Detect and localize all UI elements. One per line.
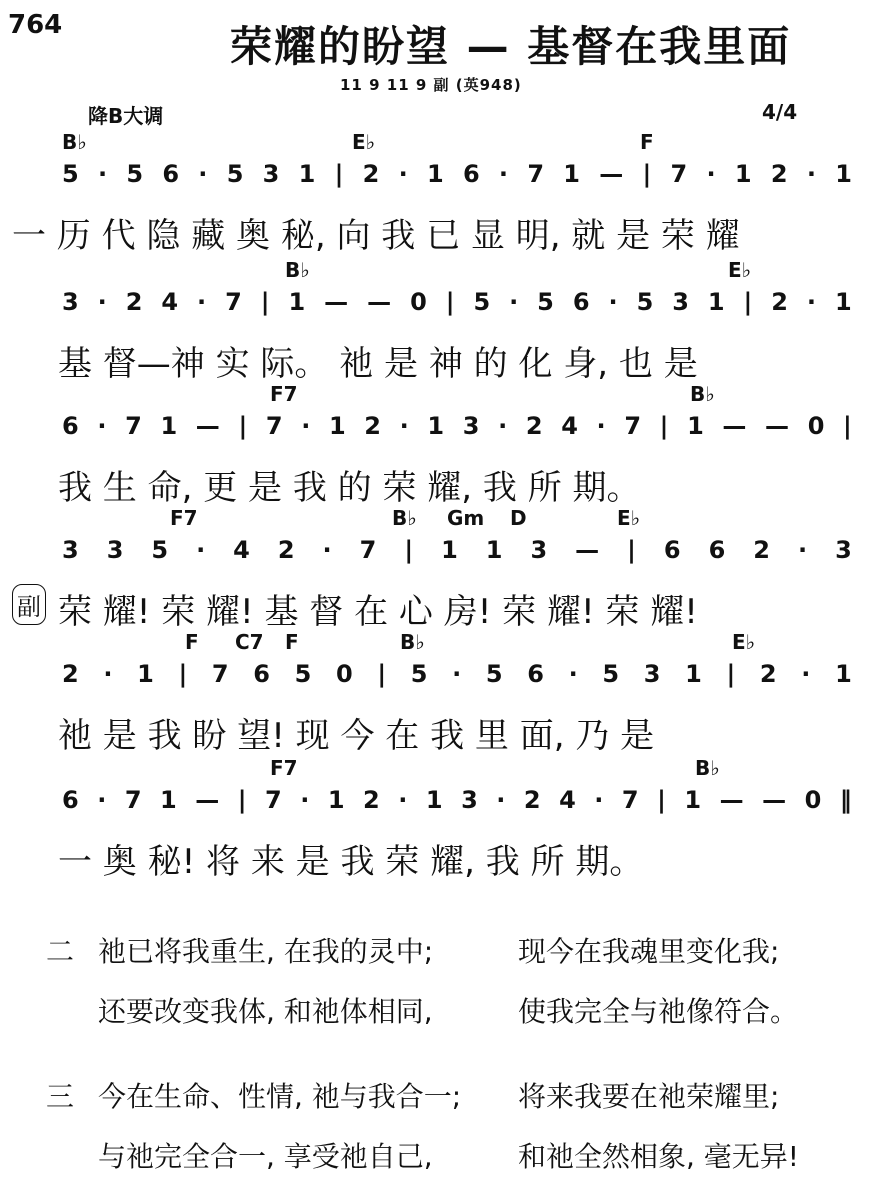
note: 5 [151, 536, 169, 564]
note: · [198, 160, 208, 188]
note: 2 [770, 160, 788, 188]
chord-symbol: F7 [270, 382, 298, 406]
barline: | [657, 786, 666, 814]
note: — [367, 288, 392, 316]
note: 5 [602, 660, 620, 688]
note: 4 [161, 288, 179, 316]
note: 7 [670, 160, 688, 188]
barline: ‖ [839, 786, 852, 814]
notation-line [62, 536, 852, 564]
lyric-line: 一 奥 秘! 将 来 是 我 荣 耀, 我 所 期。 [58, 842, 644, 882]
chord-symbol: B♭ [62, 130, 87, 154]
note: 5 [62, 160, 79, 188]
note: 1 [426, 160, 444, 188]
note: 5 [537, 288, 554, 316]
note: · [797, 536, 808, 564]
note: 5 [126, 160, 144, 188]
chord-symbol: F7 [170, 506, 198, 530]
note: 3 [462, 412, 480, 440]
note: 3 [262, 160, 280, 188]
lyric-line: 基 督—神 实 际。 祂 是 神 的 化 身, 也 是 [58, 344, 698, 384]
lyric-line: 荣 耀! 荣 耀! 基 督 在 心 房! 荣 耀! 荣 耀! [58, 592, 698, 632]
hymn-meter: 11 9 11 9 副 (英948) [340, 76, 522, 94]
note: 1 [427, 412, 445, 440]
hymn-title: 荣耀的盼望 — 基督在我里面 [230, 22, 792, 71]
note: — [575, 536, 600, 564]
note: 2 [525, 412, 543, 440]
note: — [324, 288, 349, 316]
note: 4 [559, 786, 576, 814]
note: · [806, 160, 816, 188]
note: · [398, 786, 408, 814]
chord-symbol: F [640, 130, 654, 154]
note: · [197, 288, 207, 316]
verse-line-right: 将来我要在祂荣耀里; [518, 1080, 780, 1113]
refrain-marker: 副 [12, 584, 46, 625]
note: 2 [523, 786, 541, 814]
note: · [608, 288, 618, 316]
verse-line-left: 祂已将我重生, 在我的灵中; [98, 935, 434, 968]
barline: | [334, 160, 344, 188]
chord-symbol: C7 [235, 630, 264, 654]
time-signature: 4/4 [762, 100, 798, 124]
note: 6 [708, 536, 726, 564]
verse-line-left: 还要改变我体, 和祂体相同, [98, 995, 433, 1028]
lyric-line: 一 历 代 隐 藏 奥 秘, 向 我 已 显 明, 就 是 荣 耀 [12, 216, 740, 256]
note: 3 [643, 660, 661, 688]
note: 7 [265, 786, 282, 814]
note: 1 [684, 786, 702, 814]
note: 7 [125, 412, 142, 440]
note: · [498, 412, 508, 440]
notation-line [62, 786, 852, 814]
note: 2 [771, 288, 788, 316]
note: 1 [298, 160, 316, 188]
note: 7 [359, 536, 377, 564]
note: · [301, 412, 311, 440]
lyric-line: 我 生 命, 更 是 我 的 荣 耀, 我 所 期。 [58, 468, 641, 508]
note: 3 [461, 786, 478, 814]
note: · [97, 412, 107, 440]
note: 4 [561, 412, 578, 440]
barline: | [238, 412, 248, 440]
note: · [498, 160, 509, 188]
barline: | [659, 412, 669, 440]
barline: | [178, 660, 188, 688]
chord-symbol: Gm [447, 506, 485, 530]
note: 1 [687, 412, 704, 440]
verse-line-right: 使我完全与祂像符合。 [518, 995, 799, 1028]
note: 7 [265, 412, 283, 440]
chord-symbol: B♭ [392, 506, 417, 530]
note: — [719, 786, 744, 814]
chord-symbol: F [185, 630, 199, 654]
note: 7 [211, 660, 229, 688]
note: · [509, 288, 519, 316]
note: 1 [707, 288, 725, 316]
note: · [496, 786, 506, 814]
chord-symbol: E♭ [732, 630, 756, 654]
barline: | [260, 288, 270, 316]
chord-symbol: B♭ [285, 258, 310, 282]
note: 6 [462, 160, 480, 188]
chord-symbol: F7 [270, 756, 298, 780]
barline: | [642, 160, 652, 188]
verse-number: 二 [46, 935, 75, 968]
barline: | [237, 786, 247, 814]
note: 0 [804, 786, 822, 814]
note: 3 [62, 288, 79, 316]
note: · [399, 412, 409, 440]
note: 1 [425, 786, 443, 814]
note: · [300, 786, 310, 814]
note: · [706, 160, 716, 188]
note: 3 [530, 536, 548, 564]
notation-line [62, 160, 852, 188]
barline: | [726, 660, 736, 688]
note: 5 [485, 660, 503, 688]
note: 7 [621, 786, 639, 814]
note: — [722, 412, 747, 440]
barline: | [843, 412, 852, 440]
note: 3 [62, 536, 79, 564]
note: — [599, 160, 624, 188]
note: · [196, 536, 206, 564]
note: · [806, 288, 817, 316]
note: 2 [362, 160, 380, 188]
note: 0 [807, 412, 825, 440]
chord-symbol: E♭ [352, 130, 376, 154]
note: 5 [473, 288, 491, 316]
note: 1 [328, 412, 346, 440]
note: 1 [834, 288, 852, 316]
note: 6 [162, 160, 180, 188]
note: 1 [160, 786, 177, 814]
note: 1 [685, 660, 702, 688]
barline: | [743, 288, 753, 316]
note: — [195, 412, 220, 440]
note: 6 [527, 660, 544, 688]
note: · [596, 412, 606, 440]
verse-line-right: 现今在我魂里变化我; [518, 935, 780, 968]
note: 1 [441, 536, 458, 564]
note: · [801, 660, 811, 688]
note: 5 [636, 288, 654, 316]
note: · [103, 660, 113, 688]
key-signature: 降B大调 [88, 104, 164, 128]
note: 5 [410, 660, 428, 688]
note: 1 [137, 660, 154, 688]
hymn-number: 764 [8, 10, 63, 40]
note: 2 [125, 288, 143, 316]
notation-line [62, 288, 852, 316]
note: 3 [672, 288, 689, 316]
note: · [452, 660, 462, 688]
note: 0 [336, 660, 353, 688]
note: — [765, 412, 790, 440]
note: 2 [759, 660, 777, 688]
note: · [97, 786, 107, 814]
note: 7 [527, 160, 545, 188]
note: 6 [572, 288, 590, 316]
notation-line [62, 660, 852, 688]
chord-symbol: B♭ [690, 382, 715, 406]
lyric-line: 祂 是 我 盼 望! 现 今 在 我 里 面, 乃 是 [58, 716, 655, 756]
note: 1 [563, 160, 580, 188]
chord-symbol: B♭ [400, 630, 425, 654]
note: 6 [62, 786, 79, 814]
note: — [195, 786, 220, 814]
note: 2 [363, 786, 380, 814]
note: · [97, 160, 108, 188]
note: 6 [253, 660, 270, 688]
note: 7 [124, 786, 142, 814]
note: 6 [663, 536, 681, 564]
note: 7 [225, 288, 242, 316]
note: 1 [288, 288, 306, 316]
notation-line [62, 412, 852, 440]
note: · [322, 536, 332, 564]
note: · [97, 288, 107, 316]
note: 2 [62, 660, 79, 688]
verse-number: 三 [46, 1080, 75, 1113]
note: · [398, 160, 408, 188]
note: 2 [277, 536, 295, 564]
note: 6 [62, 412, 79, 440]
barline: | [377, 660, 387, 688]
chord-symbol: B♭ [695, 756, 720, 780]
chord-symbol: F [285, 630, 299, 654]
barline: | [445, 288, 455, 316]
note: 7 [624, 412, 642, 440]
chord-symbol: E♭ [617, 506, 641, 530]
note: 5 [226, 160, 244, 188]
note: 1 [327, 786, 345, 814]
note: 1 [485, 536, 503, 564]
note: 3 [835, 536, 852, 564]
note: — [762, 786, 787, 814]
barline: | [404, 536, 414, 564]
note: 5 [294, 660, 312, 688]
verse-line-right: 和祂全然相象, 毫无异! [518, 1140, 800, 1173]
note: 1 [835, 660, 852, 688]
note: · [568, 660, 578, 688]
chord-symbol: D [510, 506, 527, 530]
verse-line-left: 与祂完全合一, 享受祂自己, [98, 1140, 433, 1173]
chord-symbol: E♭ [728, 258, 752, 282]
note: 3 [106, 536, 124, 564]
note: 2 [753, 536, 770, 564]
barline: | [627, 536, 636, 564]
note: 1 [835, 160, 852, 188]
note: 4 [233, 536, 250, 564]
note: 0 [410, 288, 427, 316]
note: 2 [364, 412, 381, 440]
note: 1 [160, 412, 178, 440]
verse-line-left: 今在生命、性情, 祂与我合一; [98, 1080, 462, 1113]
note: · [594, 786, 604, 814]
note: 1 [734, 160, 752, 188]
